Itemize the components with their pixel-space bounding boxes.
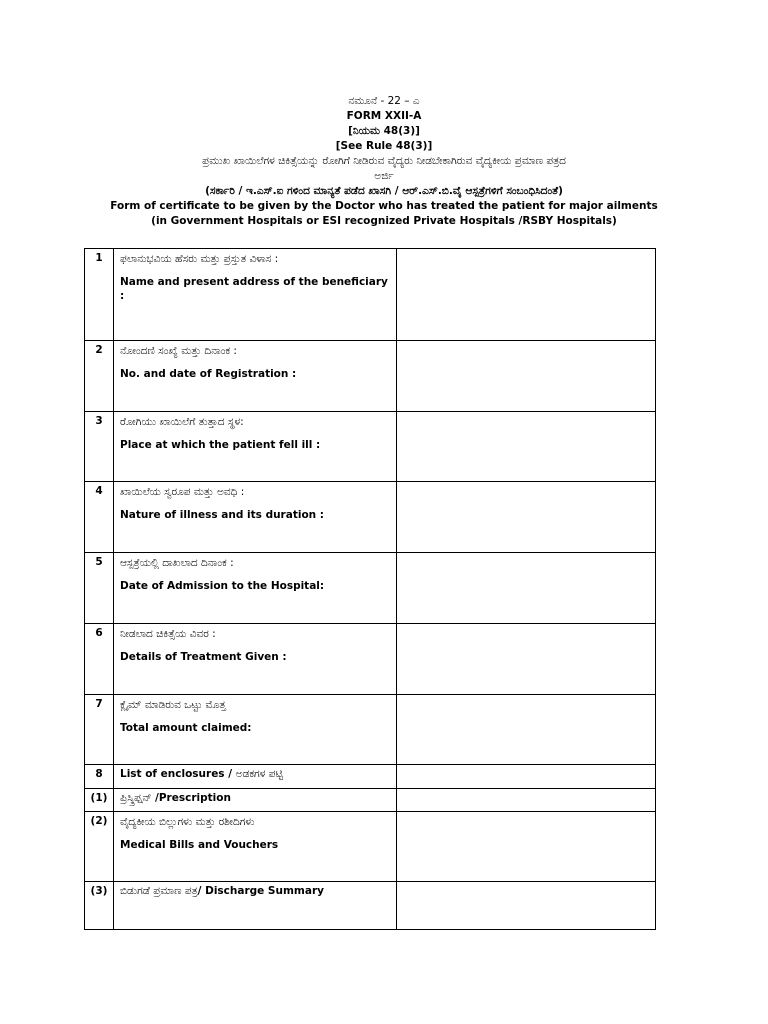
enclosures-label-english: List of enclosures / <box>120 768 236 780</box>
sub-item-label <box>114 812 397 882</box>
row-number: 6 <box>85 624 114 695</box>
admission-date-field[interactable] <box>397 553 656 624</box>
row-number: 3 <box>85 412 114 482</box>
field-label-kannada: ಆಸ್ಪತ್ರೆಯಲ್ಲಿ ದಾಖಲಾದ ದಿನಾಂಕ : <box>120 557 234 569</box>
row-number: 2 <box>85 341 114 412</box>
field-label-kannada: ಕ್ಲೈಮ್ ಮಾಡಿರುವ ಒಟ್ಟು ಮೊತ್ತ <box>120 699 226 711</box>
field-label-english: Date of Admission to the Hospital: <box>120 580 325 592</box>
field-label <box>114 412 397 482</box>
field-label-english: Name and present address of the beneficiary : <box>120 276 388 302</box>
field-label <box>114 695 397 765</box>
row-number: 7 <box>85 695 114 765</box>
form-title-kannada-cont: ಅರ್ಜಿ <box>374 170 394 182</box>
medical-bills-field[interactable] <box>397 812 656 882</box>
field-label <box>114 624 397 695</box>
row-number: 8 <box>85 765 114 789</box>
row-number: 4 <box>85 482 114 553</box>
field-label <box>114 553 397 624</box>
sub-item-label <box>114 789 397 812</box>
place-fell-ill-field[interactable] <box>397 412 656 482</box>
total-amount-field[interactable] <box>397 695 656 765</box>
form-number-kannada: ನಮೂನೆ - 22 – ಎ <box>348 95 420 107</box>
form-header <box>0 94 768 229</box>
field-label-english: Total amount claimed: <box>120 722 252 734</box>
enclosures-field[interactable] <box>397 765 656 789</box>
sub-item-number: (3) <box>85 882 114 930</box>
form-subtitle-kannada: (ಸರ್ಕಾರಿ / ಇ.ಎಸ್.ಐ ಗಳಿಂದ ಮಾನ್ಯತೆ ಪಡೆದ ಖಾಸಗಿ / ಆರ್.ಎಸ್.ಬಿ.ವೈ ಆಸ್ಪತ್ರೆಗಳಿಗೆ ಸಂಬಂಧಿಸಿದಂತೆ) <box>205 185 563 197</box>
table-row <box>85 812 656 882</box>
registration-number-date-field[interactable] <box>397 341 656 412</box>
illness-nature-duration-field[interactable] <box>397 482 656 553</box>
row-number: 5 <box>85 553 114 624</box>
field-label-kannada: ರೋಗಿಯು ಖಾಯಿಲೆಗೆ ತುತ್ತಾದ ಸ್ಥಳ: <box>120 416 244 428</box>
field-label <box>114 482 397 553</box>
table-row <box>85 765 656 789</box>
enclosures-label <box>114 765 397 789</box>
sub-item-label-kannada: ಬಿಡುಗಡೆ ಪ್ರಮಾಣ ಪತ್ರ <box>120 885 198 897</box>
table-row <box>85 624 656 695</box>
field-label-english: Place at which the patient fell ill : <box>120 439 321 451</box>
prescription-field[interactable] <box>397 789 656 812</box>
field-label-english: No. and date of Registration : <box>120 368 297 380</box>
field-label <box>114 249 397 341</box>
sub-item-label-kannada: ವೈದ್ಯಕೀಯ ಬಿಲ್ಲುಗಳು ಮತ್ತು ರಶೀದಿಗಳು <box>120 816 255 828</box>
field-label-english: Details of Treatment Given : <box>120 651 287 663</box>
sub-item-number: (2) <box>85 812 114 882</box>
table-row <box>85 553 656 624</box>
sub-item-number: (1) <box>85 789 114 812</box>
form-subtitle-english: (in Government Hospitals or ESI recognized Private Hospitals /RSBY Hospitals) <box>151 215 617 227</box>
field-label-kannada: ಫಲಾನುಭವಿಯ ಹೆಸರು ಮತ್ತು ಪ್ರಸ್ತುತ ವಿಳಾಸ : <box>120 253 279 265</box>
form-number-english: FORM XXII-A <box>346 110 422 122</box>
field-label-english: Nature of illness and its duration : <box>120 509 324 521</box>
discharge-summary-field[interactable] <box>397 882 656 930</box>
sub-item-label-english: / Discharge Summary <box>197 885 324 897</box>
certificate-form-table <box>84 248 656 930</box>
field-label-kannada: ಖಾಯಿಲೆಯ ಸ್ವರೂಪ ಮತ್ತು ಅವಧಿ : <box>120 486 245 498</box>
form-title-english: Form of certificate to be given by the Doctor who has treated the patient for major ailments <box>110 200 658 212</box>
sub-item-label-english: Medical Bills and Vouchers <box>120 839 279 851</box>
rule-english: [See Rule 48(3)] <box>335 140 433 152</box>
beneficiary-name-address-field[interactable] <box>397 249 656 341</box>
table-row <box>85 412 656 482</box>
sub-item-label-english: /Prescription <box>155 792 231 804</box>
treatment-details-field[interactable] <box>397 624 656 695</box>
table-row <box>85 482 656 553</box>
form-title-kannada: ಪ್ರಮುಖ ಖಾಯಿಲೆಗಳ ಚಿಕಿತ್ಸೆಯನ್ನು ರೋಗಿಗೆ ನೀಡಿರುವ ವೈದ್ಯರು ನೀಡಬೇಕಾಗಿರುವ ವೈದ್ಯಕೀಯ ಪ್ರಮಾಣ ಪತ್ರದ <box>202 155 566 167</box>
field-label-kannada: ನೋಂದಣಿ ಸಂಖ್ಯೆ ಮತ್ತು ದಿನಾಂಕ : <box>120 345 237 357</box>
table-row <box>85 789 656 812</box>
sub-item-label-kannada: ಪ್ರಿಸ್ಕ್ರಿಪ್ಷನ್ <box>120 792 156 804</box>
sub-item-label <box>114 882 397 930</box>
table-row <box>85 249 656 341</box>
table-row <box>85 882 656 930</box>
field-label <box>114 341 397 412</box>
table-row <box>85 695 656 765</box>
field-label-kannada: ನೀಡಲಾದ ಚಿಕಿತ್ಸೆಯ ವಿವರ : <box>120 628 216 640</box>
rule-kannada: [ನಿಯಮ 48(3)] <box>348 125 420 137</box>
row-number: 1 <box>85 249 114 341</box>
enclosures-label-kannada: ಅಡಕಗಳ ಪಟ್ಟಿ <box>235 768 284 780</box>
table-row <box>85 341 656 412</box>
